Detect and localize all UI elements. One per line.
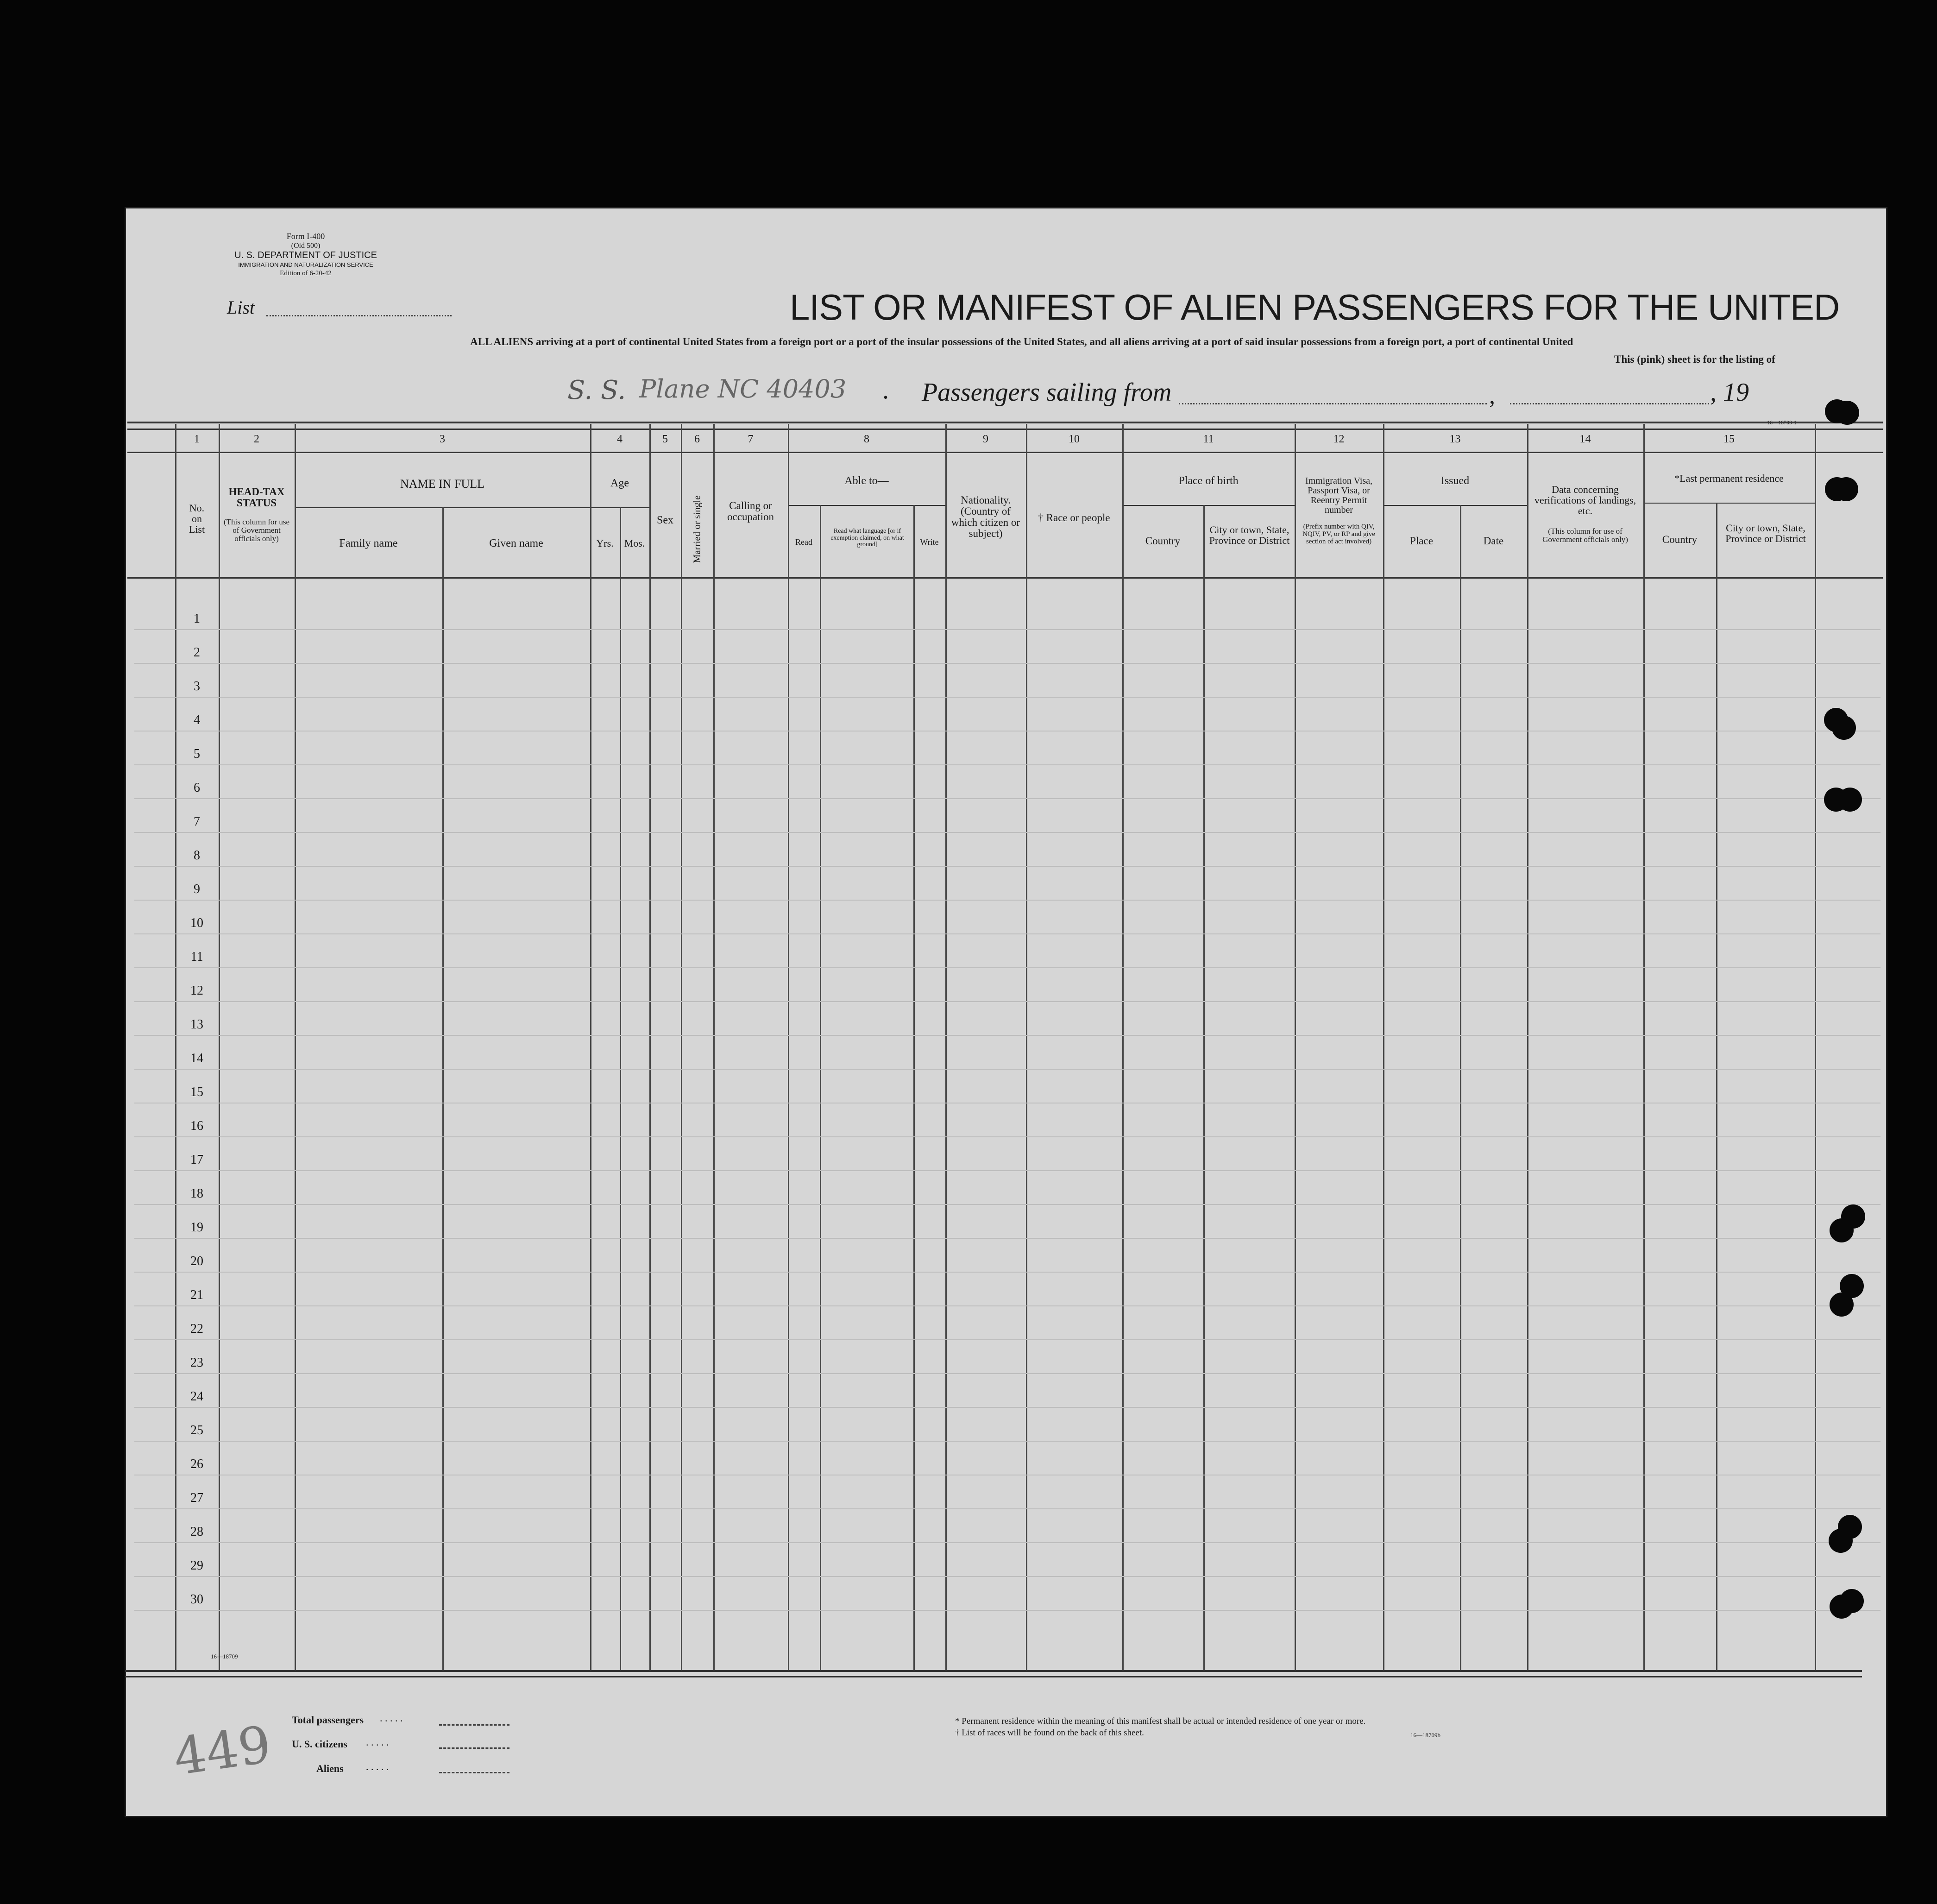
header-residence-country: Country <box>1662 534 1698 545</box>
service-name: IMMIGRATION AND NATURALIZATION SERVICE <box>238 261 373 268</box>
col-line <box>1295 424 1296 1670</box>
col-line <box>295 424 296 1670</box>
col-number-12: 12 <box>1333 433 1345 445</box>
row-rule <box>134 1001 1880 1002</box>
col-line <box>1383 424 1384 1670</box>
row-rule <box>134 832 1880 833</box>
header-years: Yrs. <box>596 537 614 549</box>
col-number-5: 5 <box>662 433 668 445</box>
form-old-number: (Old 500) <box>291 242 321 250</box>
manifest-title: LIST OR MANIFEST OF ALIEN PASSENGERS FOR THE UNITED <box>790 287 1840 328</box>
us-citizens-label: U. S. citizens <box>292 1738 347 1750</box>
header-head-tax-note: (This column for use of Government officials only) <box>223 517 290 543</box>
row-number: 14 <box>190 1051 203 1065</box>
col-line <box>1716 503 1717 1670</box>
punch-hole <box>1834 477 1858 501</box>
col-line <box>713 424 715 1670</box>
row-number: 30 <box>190 1592 203 1607</box>
row-rule <box>134 798 1880 799</box>
row-number: 15 <box>190 1085 203 1099</box>
aliens-field[interactable] <box>439 1772 509 1773</box>
row-rule <box>134 1272 1880 1273</box>
able-subheader-rule <box>789 505 946 506</box>
header-issued: Issued <box>1440 475 1470 487</box>
manifest-sheet <box>126 208 1886 1816</box>
col-number-3: 3 <box>440 433 445 445</box>
edition-date: Edition of 6-20-42 <box>280 270 332 277</box>
header-verification-note: (This column for use of Government officials only) <box>1542 527 1628 544</box>
punch-hole <box>1829 1529 1853 1553</box>
col-number-9: 9 <box>983 433 988 445</box>
col-number-10: 10 <box>1069 433 1080 445</box>
row-rule <box>134 866 1880 867</box>
row-rule <box>134 1610 1880 1611</box>
footnote-race-list: † List of races will be found on the back of this sheet. <box>955 1728 1144 1738</box>
col-line <box>1643 424 1645 1670</box>
header-race-or-people: † Race or people <box>1038 512 1110 523</box>
header-read: Read <box>795 537 812 547</box>
punch-hole <box>1830 1218 1854 1242</box>
header-no-on-list: No. on List <box>189 502 205 536</box>
row-rule <box>134 1441 1880 1442</box>
table-bottom-rule-2 <box>125 1676 1862 1677</box>
header-given-name: Given name <box>489 537 543 549</box>
col-line <box>1122 424 1124 1670</box>
col-line <box>442 507 444 1670</box>
total-passengers-field[interactable] <box>439 1724 509 1726</box>
row-number: 9 <box>194 882 200 896</box>
header-months: Mos. <box>624 537 645 549</box>
manifest-subtitle-2: This (pink) sheet is for the listing of <box>1614 353 1775 365</box>
row-number: 3 <box>194 679 200 694</box>
row-rule <box>134 1542 1880 1543</box>
row-rule <box>134 1508 1880 1509</box>
row-rule <box>134 967 1880 968</box>
col-line <box>913 505 915 1670</box>
header-family-name: Family name <box>339 537 398 549</box>
header-issued-place: Place <box>1410 535 1433 547</box>
header-able-to: Able to— <box>844 475 889 487</box>
row-number: 5 <box>194 747 200 761</box>
row-number: 12 <box>190 984 203 998</box>
row-rule <box>134 1407 1880 1408</box>
col-number-4: 4 <box>617 433 623 445</box>
row-number: 17 <box>190 1153 203 1167</box>
us-citizens-field[interactable] <box>439 1747 509 1749</box>
bottom-code: 16—18709 <box>211 1653 238 1660</box>
row-rule <box>134 764 1880 765</box>
col-line <box>1460 505 1461 1670</box>
row-rule <box>134 1136 1880 1137</box>
birth-subheader-rule <box>1123 505 1295 506</box>
issued-subheader-rule <box>1384 505 1528 506</box>
total-passengers-label: Total passengers <box>292 1714 364 1726</box>
col-line <box>1026 424 1027 1670</box>
row-rule <box>134 1035 1880 1036</box>
row-rule <box>134 1170 1880 1171</box>
col-line <box>1815 424 1816 1670</box>
header-verification-data: Data concerning verifications of landings, etc. <box>1534 484 1636 517</box>
sailing-comma: , <box>1489 383 1495 409</box>
vessel-prefix: S. S. <box>567 375 626 405</box>
col-number-11: 11 <box>1203 433 1214 445</box>
header-read-language: Read what language [or if exemption claimed, on what ground] <box>830 528 904 549</box>
header-sex: Sex <box>657 514 673 526</box>
row-rule <box>134 1576 1880 1577</box>
manifest-subtitle-1: ALL ALIENS arriving at a port of continental United States from a foreign port or a port of the insular possessions of the United States, and all aliens arriving at a port of said insular possessions from a foreign port, a port of continental United <box>470 336 1573 347</box>
sailing-port-line[interactable] <box>1179 403 1487 404</box>
col-line <box>1527 424 1528 1670</box>
table-top-rule <box>127 422 1883 423</box>
col-number-8: 8 <box>864 433 869 445</box>
col-line <box>788 424 789 1670</box>
form-number: Form I-400 <box>286 232 325 241</box>
aliens-dots: . . . . . <box>366 1761 389 1772</box>
row-rule <box>134 1238 1880 1239</box>
col-line <box>219 424 220 1670</box>
header-calling-occupation: Calling or occupation <box>727 500 774 523</box>
row-number: 21 <box>190 1288 203 1302</box>
row-number: 6 <box>194 781 200 795</box>
header-last-residence: *Last permanent residence <box>1674 473 1784 484</box>
col-number-2: 2 <box>254 433 259 445</box>
row-rule <box>134 1373 1880 1374</box>
row-number: 20 <box>190 1254 203 1268</box>
residence-subheader-rule <box>1644 503 1816 504</box>
row-number: 27 <box>190 1491 203 1505</box>
punch-hole <box>1838 788 1862 812</box>
list-number-line[interactable] <box>266 315 452 316</box>
header-nationality: Nationality. (Country of which citizen or subject) <box>951 494 1020 540</box>
punch-hole <box>1832 716 1856 740</box>
row-rule <box>134 1069 1880 1070</box>
row-number: 13 <box>190 1017 203 1032</box>
row-number: 25 <box>190 1423 203 1437</box>
us-citizens-dots: . . . . . <box>366 1736 389 1748</box>
header-married-or-single: Married or single <box>691 495 703 563</box>
col-line <box>820 505 821 1670</box>
row-number: 1 <box>194 612 200 626</box>
row-rule <box>134 900 1880 901</box>
table-bottom-rule <box>125 1670 1862 1672</box>
header-birth-country: Country <box>1145 535 1181 547</box>
header-visa-note: (Prefix number with QIV, NQIV, PV, or RP and give section of act involved) <box>1302 523 1375 545</box>
row-number: 8 <box>194 848 200 863</box>
col-line <box>681 424 682 1670</box>
row-rule <box>134 1339 1880 1340</box>
col-line <box>620 507 621 1670</box>
col-number-15: 15 <box>1723 433 1735 445</box>
row-number: 18 <box>190 1186 203 1201</box>
col-line <box>649 424 651 1670</box>
row-number: 28 <box>190 1525 203 1539</box>
footnote-code: 16—18709b <box>1410 1732 1440 1739</box>
col-number-1: 1 <box>194 433 200 445</box>
sailing-date-line[interactable] <box>1510 403 1709 404</box>
header-issued-date: Date <box>1483 535 1504 547</box>
row-rule <box>134 933 1880 934</box>
sailing-from-label: Passengers sailing from <box>922 378 1172 407</box>
department-name: U. S. DEPARTMENT OF JUSTICE <box>234 250 377 260</box>
header-name-in-full: NAME IN FULL <box>400 477 484 491</box>
col-line <box>590 424 591 1670</box>
row-number: 7 <box>194 814 200 829</box>
header-place-of-birth: Place of birth <box>1178 475 1239 487</box>
row-number: 2 <box>194 645 200 660</box>
col-number-6: 6 <box>694 433 700 445</box>
row-rule <box>134 1204 1880 1205</box>
punch-hole <box>1835 401 1859 425</box>
table-top-rule-2 <box>127 429 1883 430</box>
footnote-permanent-residence: * Permanent residence within the meaning of this manifest shall be actual or intended residence of one year or more. <box>955 1716 1366 1726</box>
total-passengers-dots: . . . . . <box>380 1712 403 1724</box>
col-number-13: 13 <box>1449 433 1461 445</box>
row-number: 16 <box>190 1119 203 1133</box>
row-rule <box>134 663 1880 664</box>
row-number: 4 <box>194 713 200 727</box>
header-write: Write <box>920 537 939 547</box>
row-number: 22 <box>190 1322 203 1336</box>
row-number: 29 <box>190 1558 203 1573</box>
list-label: List <box>227 297 255 318</box>
col-line <box>1203 505 1205 1670</box>
row-rule <box>134 1305 1880 1306</box>
col-number-14: 14 <box>1579 433 1591 445</box>
header-residence-city: City or town, State, Province or District <box>1725 522 1806 545</box>
year-prefix: , 19 <box>1710 378 1749 407</box>
row-number: 10 <box>190 916 203 930</box>
col-number-7: 7 <box>748 433 754 445</box>
col-line <box>175 424 176 1670</box>
handwritten-page-number: 449 <box>170 1715 275 1787</box>
row-number: 26 <box>190 1457 203 1471</box>
col-line <box>945 424 947 1670</box>
column-number-rule <box>127 452 1883 453</box>
row-number: 24 <box>190 1389 203 1404</box>
row-number: 19 <box>190 1220 203 1235</box>
row-number: 23 <box>190 1355 203 1370</box>
header-age: Age <box>610 477 629 489</box>
row-rule <box>134 629 1880 630</box>
punch-hole <box>1830 1292 1854 1317</box>
vessel-name-handwritten[interactable]: Plane NC 40403 <box>639 374 847 403</box>
vessel-period: . <box>882 376 889 404</box>
header-birth-city: City or town, State, Province or District <box>1209 524 1290 547</box>
row-number: 11 <box>190 950 203 964</box>
header-head-tax-status: HEAD-TAX STATUS <box>228 486 285 509</box>
punch-hole <box>1830 1595 1854 1619</box>
aliens-label: Aliens <box>316 1763 344 1774</box>
row-rule <box>134 697 1880 698</box>
header-bottom-rule <box>127 577 1883 579</box>
header-visa-number: Immigration Visa, Passport Visa, or Reentry Permit number <box>1305 476 1373 515</box>
